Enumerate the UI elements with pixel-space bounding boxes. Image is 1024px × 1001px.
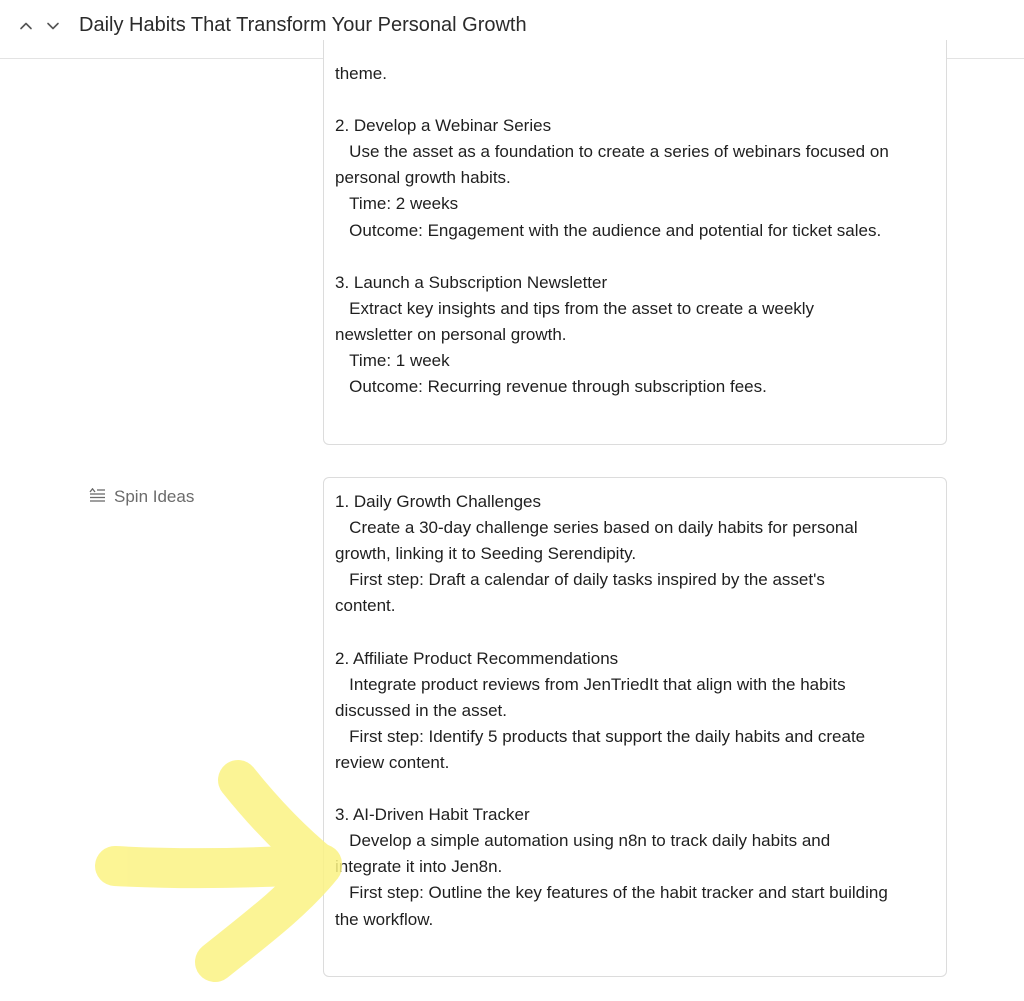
spin-ideas-label: Spin Ideas (114, 487, 195, 506)
text-line: 2. Develop a Webinar Series (335, 116, 552, 136)
text-line: review content. (335, 752, 450, 772)
text-line: Develop a simple automation using n8n to track daily habits and (335, 831, 831, 851)
text-line: content. (335, 596, 396, 616)
text-line: Time: 2 weeks (335, 194, 459, 214)
text-line: Create a 30-day challenge series based on daily habits for personal (335, 518, 858, 538)
previous-field-textarea[interactable] (323, 40, 947, 445)
spin-ideas-textarea[interactable] (323, 477, 947, 977)
text-align-icon (89, 487, 106, 507)
text-line: integrate it into Jen8n. (335, 857, 503, 877)
text-line (335, 776, 936, 802)
text-line: the workflow. (335, 909, 434, 929)
text-line: Outcome: Recurring revenue through subscription fees. (335, 377, 767, 397)
text-line (335, 619, 936, 645)
text-line: First step: Identify 5 products that support the daily habits and create (335, 726, 866, 746)
page-title: Daily Habits That Transform Your Personal Growth (79, 14, 527, 36)
text-line: discussed in the asset. (335, 700, 507, 720)
text-line: 3. AI-Driven Habit Tracker (335, 805, 530, 825)
text-line: Integrate product reviews from JenTriedIt that align with the habits (335, 674, 846, 694)
chevron-up-icon[interactable] (16, 16, 36, 36)
spin-ideas-field-label (89, 487, 194, 507)
text-line (335, 87, 936, 113)
text-line: First step: Draft a calendar of daily tasks inspired by the asset's (335, 570, 825, 590)
text-line: Use the asset as a foundation to create a series of webinars focused on (335, 142, 889, 162)
text-line: growth, linking it to Seeding Serendipity. (335, 544, 637, 564)
text-line: Outcome: Engagement with the audience and potential for ticket sales. (335, 220, 882, 240)
text-line: 1. Daily Growth Challenges (335, 492, 541, 511)
text-line: personal growth habits. (335, 168, 511, 188)
text-line: 3. Launch a Subscription Newsletter (335, 272, 608, 292)
text-line (335, 244, 936, 270)
text-line: First step: Outline the key features of the habit tracker and start building (335, 883, 888, 903)
chevron-down-icon[interactable] (43, 16, 63, 36)
text-line: 2. Affiliate Product Recommendations (335, 648, 619, 668)
text-line: Time: 1 week (335, 351, 450, 371)
text-line: Extract key insights and tips from the asset to create a weekly (335, 298, 815, 318)
text-line: newsletter on personal growth. (335, 324, 567, 344)
text-line: theme. (335, 64, 387, 83)
